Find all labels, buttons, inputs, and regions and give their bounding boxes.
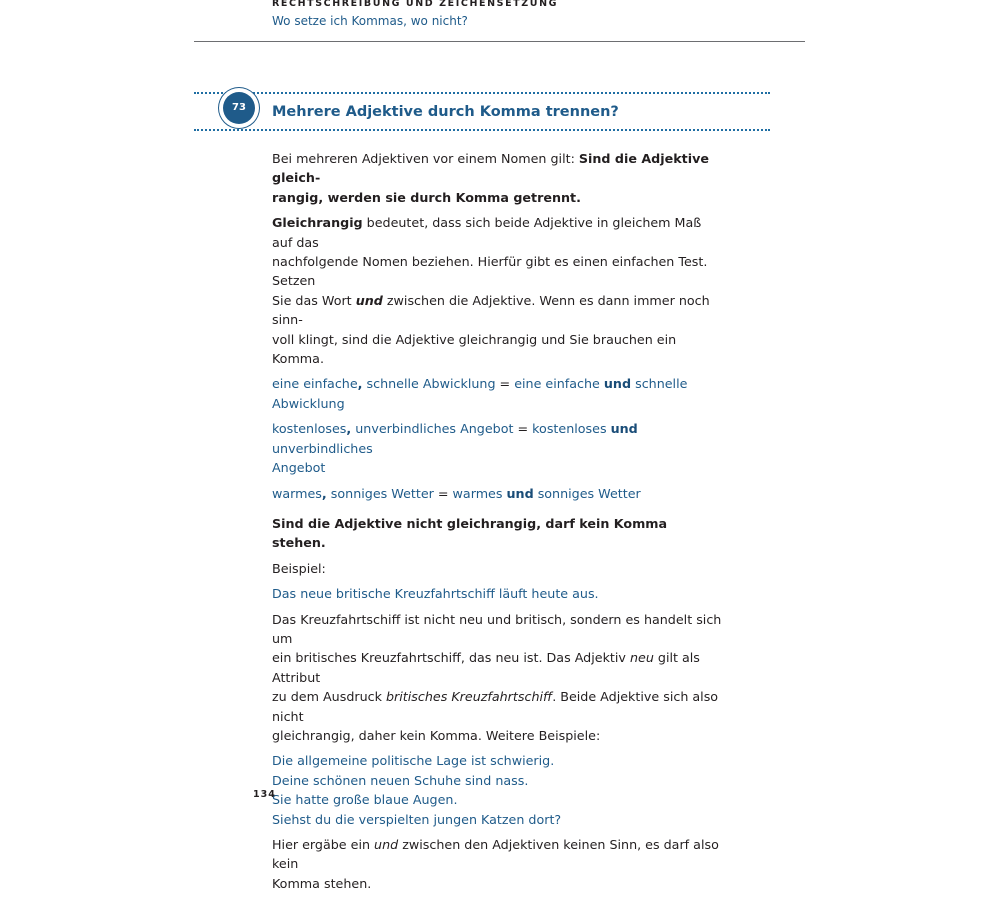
example-text: eine einfache bbox=[272, 376, 358, 392]
section-label: RECHTSCHREIBUNG UND ZEICHENSETZUNG bbox=[272, 0, 559, 9]
example-line: Sie hatte große blaue Augen. bbox=[272, 792, 458, 808]
rule-bold-1: Sind die Adjektive gleich- bbox=[272, 151, 709, 186]
example-comma: , bbox=[321, 485, 327, 501]
example-text: sonniges Wetter bbox=[533, 485, 641, 501]
example-text: warmes bbox=[272, 485, 322, 501]
emphasis-neu: neu bbox=[629, 650, 654, 666]
emphasis-und: und bbox=[355, 292, 383, 308]
emphasis-phrase: britisches Kreuzfahrtschiff bbox=[385, 689, 553, 705]
example-1 bbox=[272, 374, 722, 413]
example-und: und bbox=[506, 485, 534, 501]
analysis-line: zu dem Ausdruck bbox=[272, 689, 386, 705]
explanation-paragraph bbox=[272, 213, 722, 368]
example-line: Deine schönen neuen Schuhe sind nass. bbox=[272, 772, 529, 788]
rule-paragraph bbox=[272, 149, 722, 207]
content bbox=[272, 149, 722, 899]
beispiel-label: Beispiel: bbox=[272, 560, 326, 576]
rule-2-bold: Sind die Adjektive nicht gleichrangig, darf kein Komma stehen. bbox=[272, 515, 668, 551]
analysis-paragraph bbox=[272, 610, 722, 746]
example-text: Angebot bbox=[272, 460, 326, 476]
equals-sign: = bbox=[513, 421, 533, 437]
explanation-line: bedeutet, dass sich beide Adjektive in gleichem Maß auf das bbox=[272, 215, 702, 250]
explanation-line: voll klingt, sind die Adjektive gleichrangig und Sie brauchen ein Komma. bbox=[272, 331, 677, 367]
emphasis-und: und bbox=[374, 837, 399, 852]
header-rule bbox=[194, 41, 805, 42]
example-text: kostenloses bbox=[532, 421, 611, 437]
explanation-line: nachfolgende Nomen beziehen. Hierfür gibt es einen einfachen Test. Setzen bbox=[272, 254, 708, 289]
running-subtitle: Wo setze ich Kommas, wo nicht? bbox=[272, 14, 468, 28]
equals-sign: = bbox=[433, 485, 453, 501]
example-comma: , bbox=[357, 376, 363, 392]
rule-2 bbox=[272, 514, 722, 553]
example-line: Die allgemeine politische Lage ist schwierig. bbox=[272, 753, 555, 769]
example-text: schnelle bbox=[631, 376, 688, 392]
example-text: Abwicklung bbox=[272, 395, 345, 411]
explanation-line: Sie das Wort bbox=[272, 292, 356, 308]
explanation-line: zwischen die Adjektive. Wenn es dann immer noch sinn- bbox=[272, 292, 710, 328]
example-und: und bbox=[610, 421, 638, 437]
analysis-line: . Beide Adjektive sich also nicht bbox=[272, 689, 719, 724]
example-sentence: Das neue britische Kreuzfahrtschiff läuft heute aus. bbox=[272, 586, 599, 602]
example-und: und bbox=[603, 376, 632, 392]
analysis-line: ein britisches Kreuzfahrtschiff, das neu ist. Das Adjektiv bbox=[272, 650, 630, 666]
running-head bbox=[272, 0, 558, 28]
example-text: warmes bbox=[452, 485, 507, 501]
example-text: unverbindliches Angebot bbox=[351, 421, 514, 437]
analysis-line: gilt als Attribut bbox=[272, 650, 700, 685]
example-line: Siehst du die verspielten jungen Katzen dort? bbox=[272, 811, 562, 827]
rule-bold-2: rangig, werden sie durch Komma getrennt. bbox=[272, 189, 581, 205]
example-text: kostenloses bbox=[272, 421, 347, 437]
equals-sign: = bbox=[495, 376, 515, 392]
conclusion-paragraph bbox=[272, 835, 722, 893]
dotted-rule-bottom bbox=[194, 129, 770, 131]
example-text: eine einfache bbox=[514, 376, 604, 392]
example-text: sonniges Wetter bbox=[326, 485, 434, 501]
example-comma: , bbox=[346, 421, 352, 437]
analysis-line: gleichrangig, daher kein Komma. Weitere Beispiele: bbox=[272, 727, 601, 743]
page-number: 134 bbox=[253, 789, 276, 800]
term-gleichrangig: Gleichrangig bbox=[272, 215, 363, 231]
examples-list bbox=[272, 751, 722, 829]
example-2 bbox=[272, 419, 722, 477]
conclusion-line: zwischen den Adjektiven keinen Sinn, es darf also kein bbox=[272, 837, 719, 872]
example-text: schnelle Abwicklung bbox=[362, 376, 496, 392]
rule-intro: Bei mehreren Adjektiven vor einem Nomen gilt: bbox=[272, 151, 579, 166]
number-badge bbox=[219, 88, 259, 128]
section-heading: Mehrere Adjektive durch Komma trennen? bbox=[272, 104, 619, 120]
dotted-rule-top bbox=[194, 92, 770, 94]
conclusion-line: Hier ergäbe ein bbox=[272, 837, 375, 852]
example-text: unverbindliches bbox=[272, 440, 373, 456]
badge-number: 73 bbox=[223, 92, 255, 124]
conclusion-line: Komma stehen. bbox=[272, 875, 372, 891]
example-3 bbox=[272, 484, 722, 503]
analysis-line: Das Kreuzfahrtschiff ist nicht neu und britisch, sondern es handelt sich um bbox=[272, 611, 722, 646]
